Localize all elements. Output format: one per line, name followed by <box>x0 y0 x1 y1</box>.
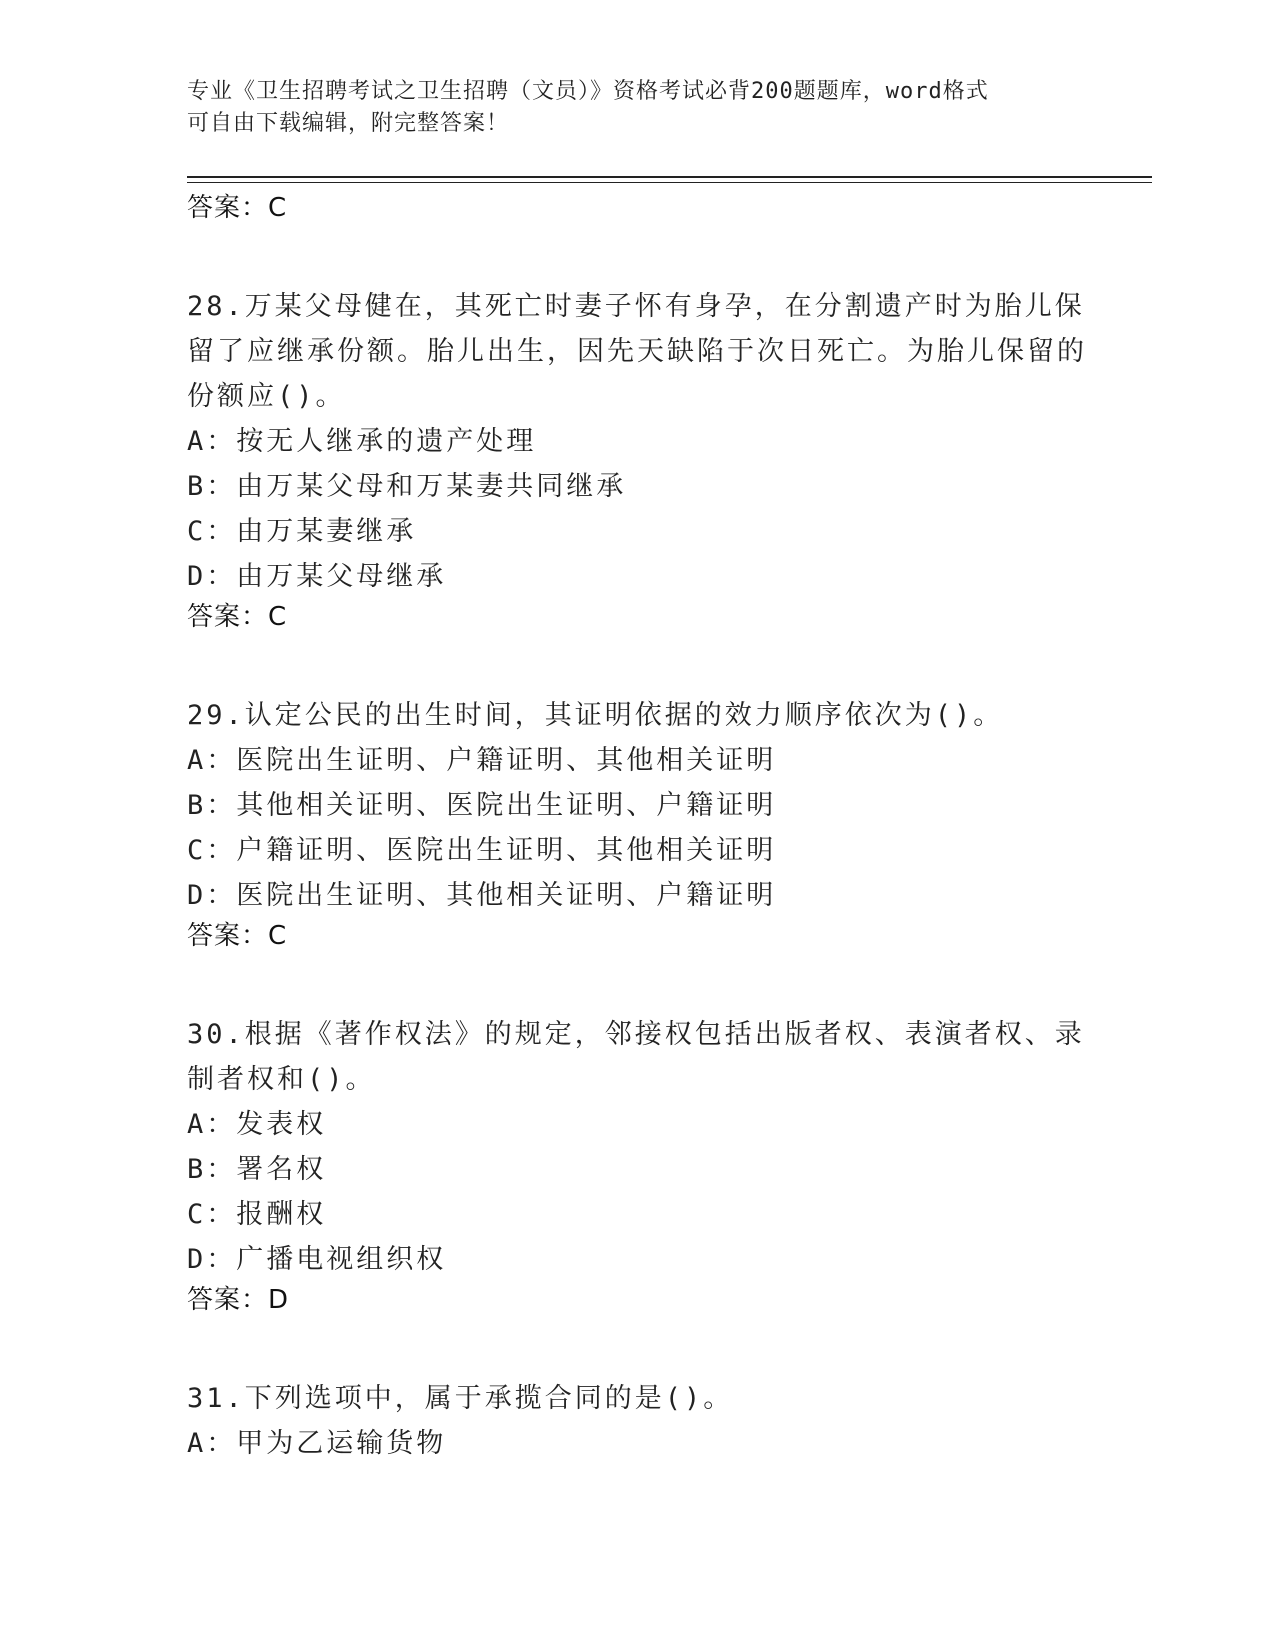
option-b: B：署名权 <box>187 1154 327 1185</box>
question-text: 29.认定公民的出生时间，其证明依据的效力顺序依次为()。 <box>187 700 1004 731</box>
spacer <box>187 1318 1087 1376</box>
answer-label: 答案：D <box>187 1285 290 1315</box>
option-a: A：医院出生证明、户籍证明、其他相关证明 <box>187 745 777 776</box>
header-line-1: 专业《卫生招聘考试之卫生招聘（文员）》资格考试必背200题题库，word格式 <box>187 79 989 104</box>
answer-label: 答案：C <box>187 193 288 223</box>
question-list <box>187 190 1087 1466</box>
option-d: D：由万某父母继承 <box>187 561 447 592</box>
question-block <box>187 284 1087 635</box>
option-d: D：广播电视组织权 <box>187 1244 447 1275</box>
question-text: 28.万某父母健在，其死亡时妻子怀有身孕，在分割遗产时为胎儿保留了应继承份额。胎儿出生，因先天缺陷于次日死亡。为胎儿保留的份额应()。 <box>187 291 1087 412</box>
question-text: 31.下列选项中，属于承揽合同的是()。 <box>187 1383 734 1414</box>
question-text: 30.根据《著作权法》的规定，邻接权包括出版者权、表演者权、录制者权和()。 <box>187 1019 1085 1095</box>
option-b: B：由万某父母和万某妻共同继承 <box>187 471 627 502</box>
option-a: A：按无人继承的遗产处理 <box>187 426 537 457</box>
answer-label: 答案：C <box>187 921 288 951</box>
document-header <box>187 76 1087 140</box>
option-d: D：医院出生证明、其他相关证明、户籍证明 <box>187 880 777 911</box>
answer-label: 答案：C <box>187 602 288 632</box>
header-line-2: 可自由下载编辑，附完整答案！ <box>187 111 510 136</box>
spacer <box>187 226 1087 284</box>
question-block <box>187 1012 1087 1318</box>
option-b: B：其他相关证明、医院出生证明、户籍证明 <box>187 790 777 821</box>
spacer <box>187 954 1087 1012</box>
option-a: A：发表权 <box>187 1109 327 1140</box>
option-c: C：由万某妻继承 <box>187 516 417 547</box>
header-divider-thin <box>187 182 1152 183</box>
question-block <box>187 693 1087 954</box>
header-divider-thick <box>187 176 1152 178</box>
question-block <box>187 1376 1087 1466</box>
spacer <box>187 635 1087 693</box>
option-c: C：户籍证明、医院出生证明、其他相关证明 <box>187 835 777 866</box>
option-c: C：报酬权 <box>187 1199 327 1230</box>
option-a: A：甲为乙运输货物 <box>187 1428 447 1459</box>
